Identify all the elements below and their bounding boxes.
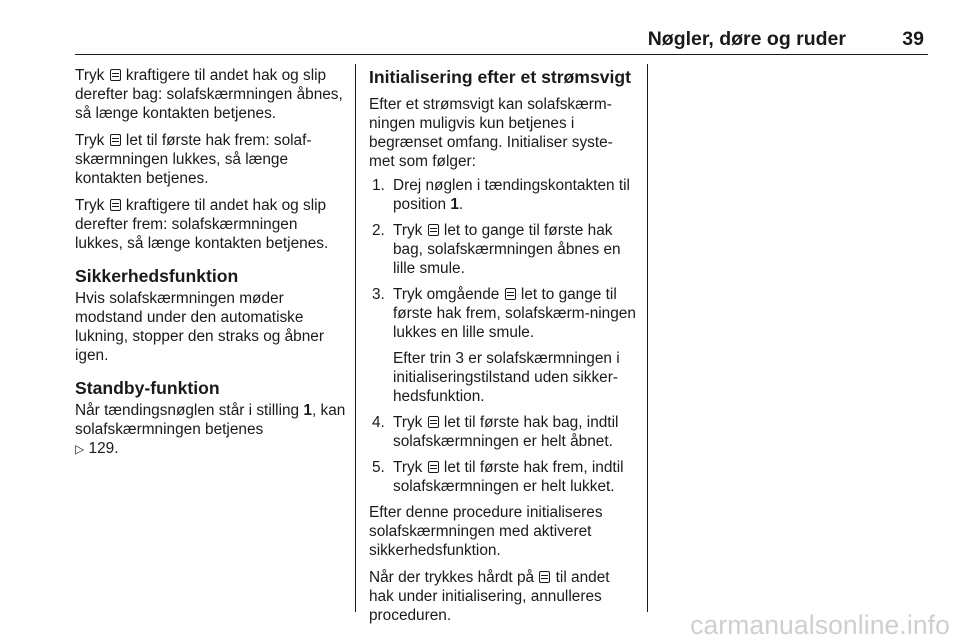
sunblind-switch-icon	[110, 199, 121, 211]
paragraph: Når der trykkes hårdt på til andet hak under initialisering, annulleres proceduren.	[369, 569, 610, 624]
paragraph: Hvis solafskærmningen møder modstand under den automatiske lukning, stopper den straks og åbner igen.	[75, 290, 324, 364]
list-item: 4. Tryk let til første hak bag, indtil solafskærmningen er helt åbnet.	[372, 414, 619, 450]
steps-list	[369, 176, 637, 496]
page-reference-link[interactable]: 129.	[88, 440, 119, 457]
paragraph: Tryk let til første hak frem: solaf-skærmningen lukkes, så længe kontakten betjenes.	[75, 132, 312, 187]
step-note: Efter trin 3 er solafskærmningen i initialiseringstilstand uden sikker-hedsfunktion.	[393, 350, 620, 405]
column-divider-left	[355, 64, 356, 612]
watermark-text: carmanualsonline.info	[690, 610, 950, 640]
right-column	[369, 66, 637, 633]
sunblind-switch-icon	[539, 571, 550, 583]
page-header	[75, 28, 928, 55]
sunblind-switch-icon	[110, 69, 121, 81]
sunblind-switch-icon	[428, 224, 439, 236]
list-item: 5. Tryk let til første hak frem, indtil solafskærmningen er helt lukket.	[372, 459, 624, 495]
left-column	[75, 66, 347, 467]
cross-reference-icon: ▷	[75, 442, 85, 456]
paragraph: Tryk kraftigere til andet hak og slip derefter frem: solafskærmningen lukkes, så længe kontakten betjenes.	[75, 197, 329, 252]
section-heading: Standby-funktion	[75, 378, 220, 398]
section-heading: Sikkerhedsfunktion	[75, 266, 239, 286]
header-title: Nøgler, døre og ruder	[647, 28, 846, 50]
column-divider-right	[647, 64, 648, 612]
sunblind-switch-icon	[110, 134, 121, 146]
sunblind-switch-icon	[428, 416, 439, 428]
paragraph: Efter et strømsvigt kan solafskærm-ningen muligvis kun betjenes i begrænset omfang. Initialiser syste-met som følger:	[369, 96, 613, 170]
paragraph: Tryk kraftigere til andet hak og slip derefter bag: solafskærmningen åbnes, så længe kontakten betjenes.	[75, 67, 343, 122]
section-heading: Initialisering efter et strømsvigt	[369, 67, 632, 87]
sunblind-switch-icon	[428, 461, 439, 473]
paragraph: Når tændingsnøglen står i stilling 1, kan solafskærmningen betjenes ▷ 129.	[75, 402, 346, 457]
list-item: 2. Tryk let to gange til første hak bag, solafskærmningen åbnes en lille smule.	[372, 222, 621, 277]
paragraph: Efter denne procedure initialiseres solafskærmningen med aktiveret sikkerhedsfunktion.	[369, 504, 603, 559]
list-item: 3. Tryk omgående let to gange til første hak frem, solafskærm-ningen lukkes en lille smule. Efter trin 3 er solafskærmningen i initialiseringstilstand uden sikker-hedsfunktion.	[372, 286, 636, 405]
list-item: 1. Drej nøglen i tændingskontakten til position 1.	[372, 177, 630, 213]
page-number: 39	[902, 28, 924, 50]
sunblind-switch-icon	[505, 288, 516, 300]
